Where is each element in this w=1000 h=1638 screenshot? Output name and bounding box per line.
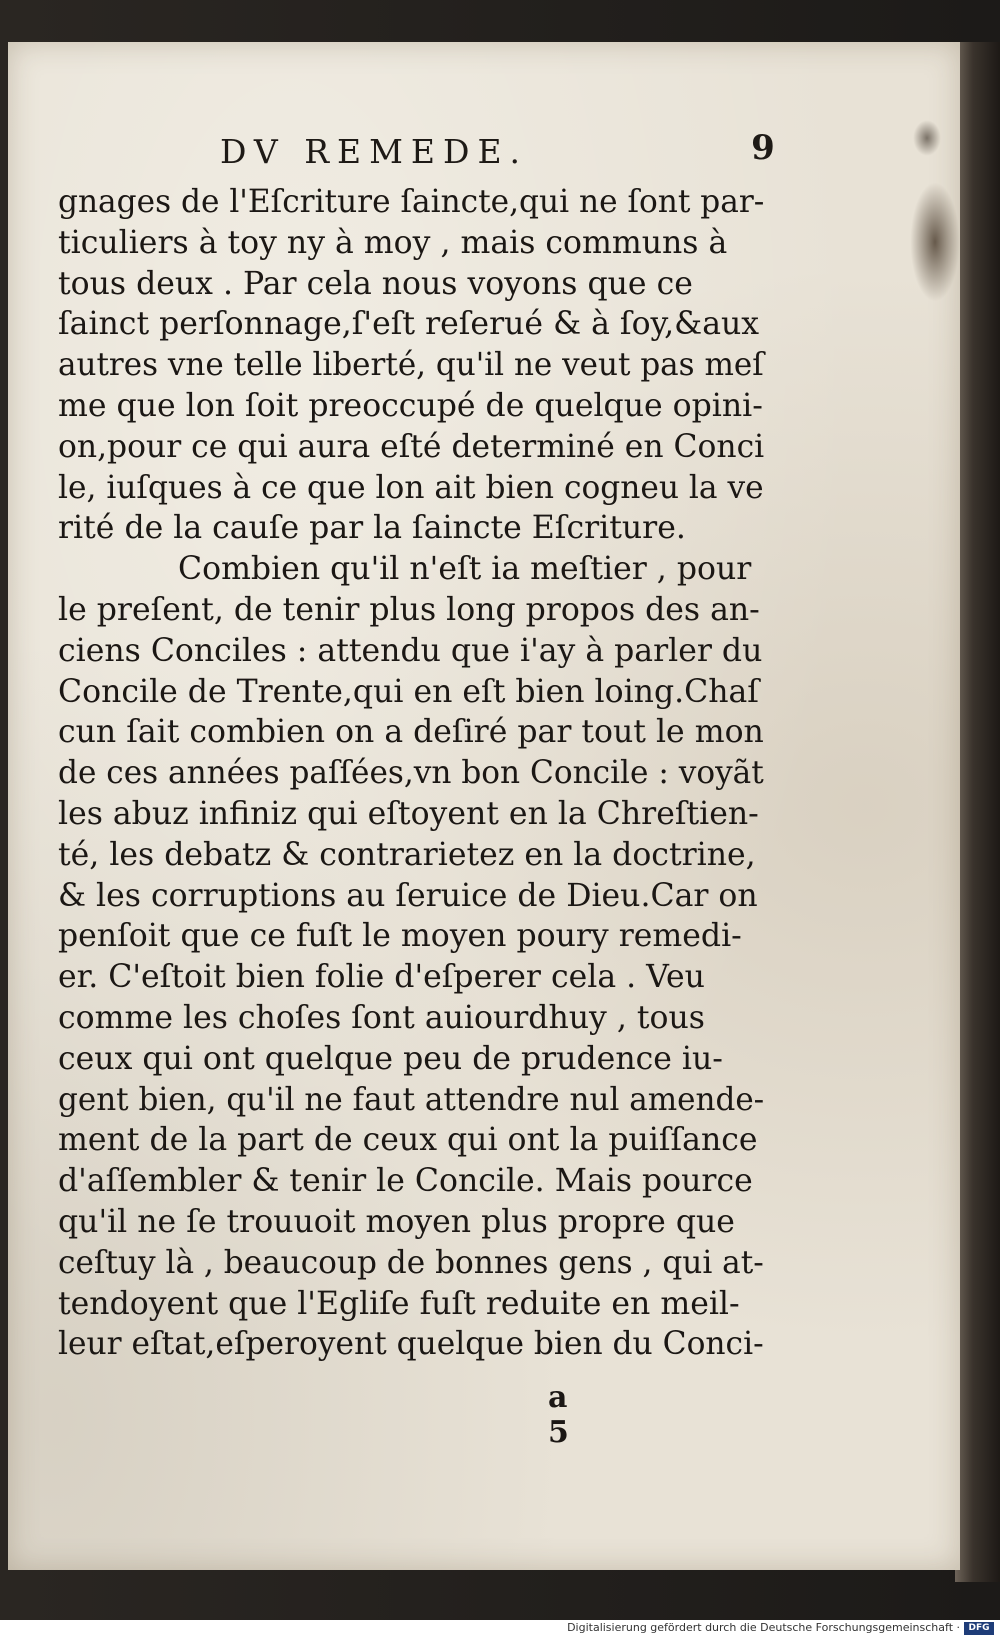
text-line: er. C'eſtoit bien folie d'eſperer cela . Veu: [58, 959, 705, 996]
running-head: DV REMEDE.: [220, 132, 529, 171]
text-line: comme les choſes ſont auiourdhuy , tous: [58, 999, 705, 1036]
text-line: gent bien, qu'il ne faut attendre nul amende-: [58, 1081, 765, 1118]
text-line: té, les debatz & contrarietez en la doctrine,: [58, 836, 756, 873]
text-line: les abuz infiniz qui eſtoyent en la Chreſtien-: [58, 795, 759, 832]
text-line: ſainct perſonnage,ſ'eſt reſerué & à ſoy,&aux: [58, 306, 760, 343]
text-line: ceux qui ont quelque peu de prudence iu-: [58, 1040, 723, 1077]
text-line: penſoit que ce fuſt le moyen poury remedi-: [58, 918, 742, 955]
paper-stain-top: [913, 120, 941, 156]
book-edge: [955, 42, 1000, 1582]
paper-stain: [910, 182, 960, 302]
signature-mark: a 5: [548, 1380, 593, 1450]
page-number: 9: [751, 128, 775, 168]
footer-credit: Digitalisierung gefördert durch die Deutsche Forschungsgemeinschaft ·: [567, 1621, 960, 1634]
text-line: autres vne telle liberté, qu'il ne veut pas meſ: [58, 347, 764, 384]
text-line: me que lon ſoit preoccupé de quelque opini-: [58, 387, 763, 424]
text-line: Concile de Trente,qui en eſt bien loing.Chaſ: [58, 673, 759, 710]
text-line: le preſent, de tenir plus long propos des an-: [58, 591, 760, 628]
text-line: leur eſtat,eſperoyent quelque bien du Conci-: [58, 1326, 764, 1363]
text-line: cun ſait combien on a deſiré par tout le mon: [58, 714, 764, 751]
text-line: ceſtuy là , beaucoup de bonnes gens , qui at-: [58, 1244, 764, 1281]
text-line: Combien qu'il n'eſt ia meſtier , pour: [178, 551, 752, 588]
body-text: [58, 182, 764, 1365]
text-line: rité de la cauſe par la ſaincte Eſcriture.: [58, 510, 686, 547]
text-line: on,pour ce qui aura eſté determiné en Conci: [58, 428, 765, 465]
dfg-logo: DFG: [964, 1622, 994, 1635]
text-line: & les corruptions au ſeruice de Dieu.Car on: [58, 877, 758, 914]
text-line: qu'il ne ſe trouuoit moyen plus propre que: [58, 1203, 735, 1240]
text-line: gnages de l'Eſcriture ſaincte,qui ne ſont par-: [58, 184, 765, 220]
text-line: ciens Conciles : attendu que i'ay à parler du: [58, 632, 763, 669]
text-line: tendoyent que l'Egliſe fuſt reduite en meil-: [58, 1285, 740, 1322]
text-line: ment de la part de ceux qui ont la puiſſance: [58, 1122, 758, 1159]
text-line: le, iuſques à ce que lon ait bien cogneu la ve: [58, 469, 764, 506]
text-line: ticuliers à toy ny à moy , mais communs à: [58, 224, 728, 261]
text-line: de ces années paſſées,vn bon Concile : voyãt: [58, 755, 764, 792]
text-line: d'aſſembler & tenir le Concile. Mais pource: [58, 1163, 753, 1200]
text-line: tous deux . Par cela nous voyons que ce: [58, 265, 693, 302]
